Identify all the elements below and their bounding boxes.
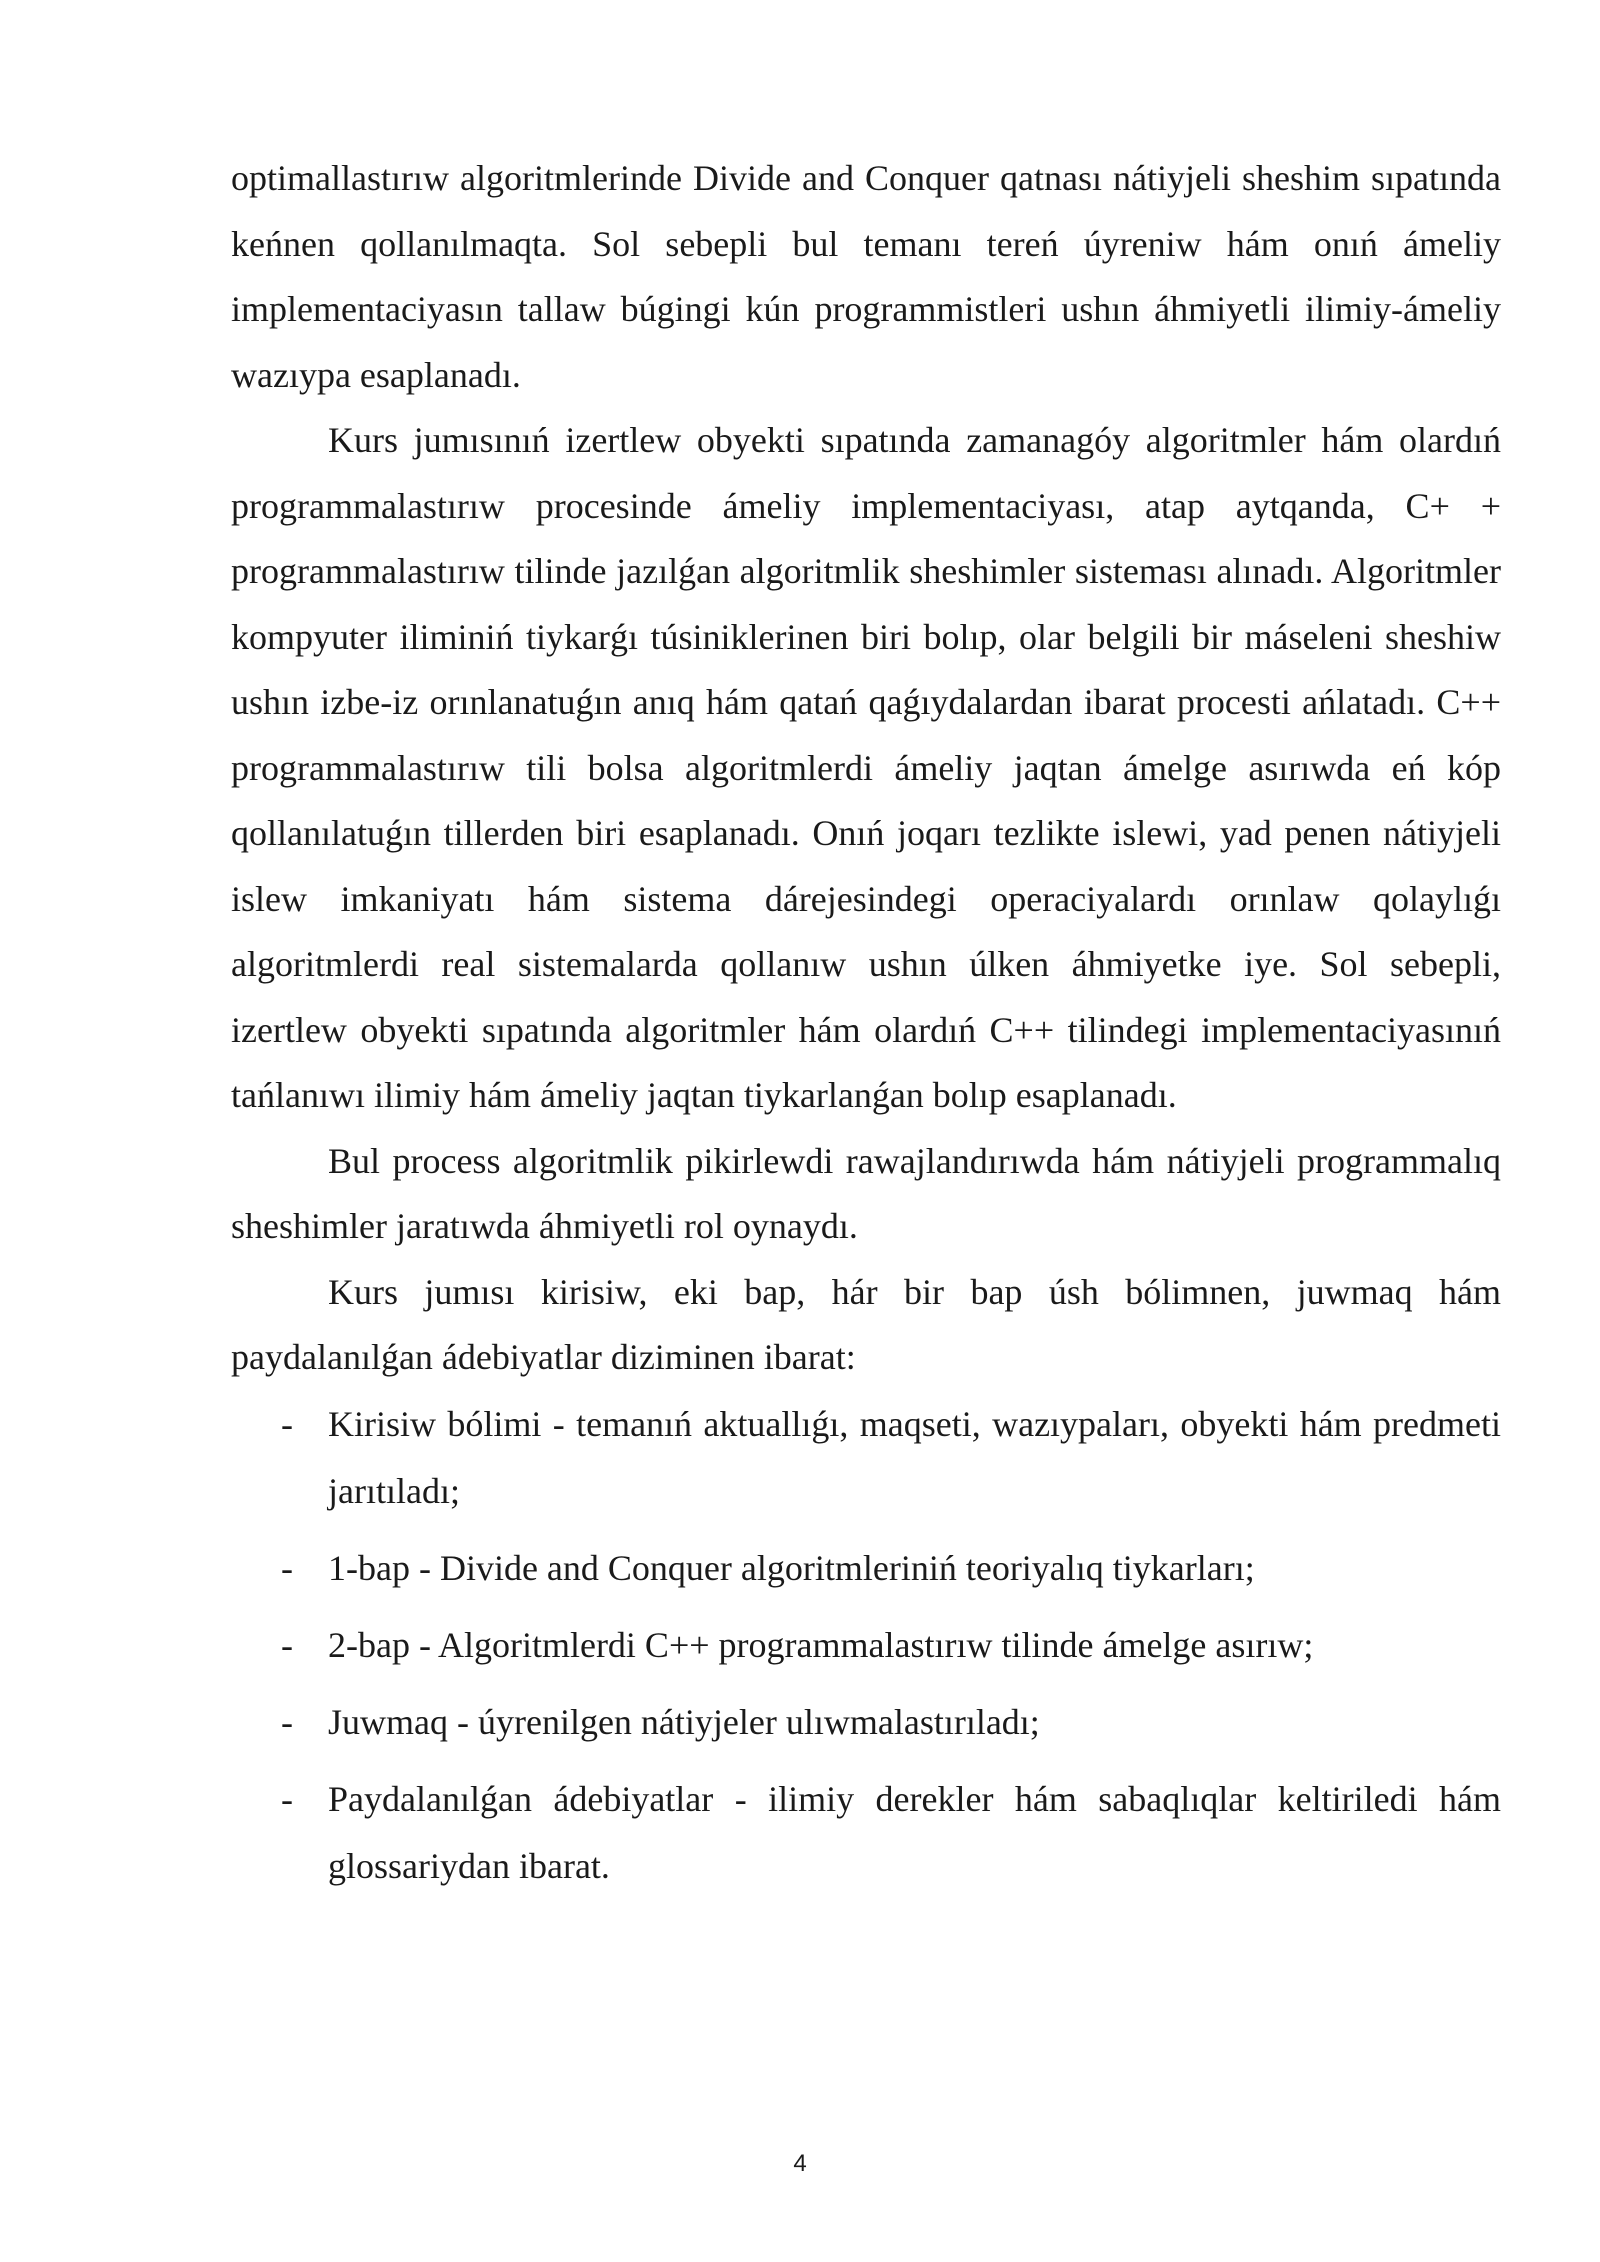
bullet-dash: -: [281, 1778, 293, 1819]
list-item: [231, 1689, 1501, 1756]
list-item-text: Kirisiw bólimi - temanıń aktuallıǵı, maqseti, wazıypaları, obyekti hám predmeti jarıtıladı;: [328, 1403, 1501, 1511]
list-item-text: Paydalanılǵan ádebiyatlar - ilimiy derekler hám sabaqlıqlar keltiriledi hám glossariydan ibarat.: [328, 1778, 1501, 1886]
paragraph-process-role: Bul process algoritmlik pikirlewdi rawajlandırıwda hám nátiyjeli programmalıq sheshimler jaratıwda áhmiyetli rol oynaydı.: [231, 1140, 1501, 1246]
paragraph-structure-intro: Kurs jumısı kirisiw, eki bap, hár bir bap úsh bólimnen, juwmaq hám paydalanılǵan ádebiyatlar diziminen ibarat:: [231, 1271, 1501, 1377]
page-number: 4: [793, 2150, 807, 2177]
structure-list: [231, 1391, 1501, 1900]
list-item-text: Juwmaq - úyrenilgen nátiyjeler ulıwmalastırıladı;: [328, 1701, 1040, 1742]
bullet-dash: -: [281, 1624, 293, 1665]
list-item: [231, 1612, 1501, 1679]
paragraph-continuation: optimallastırıw algoritmlerinde Divide and Conquer qatnası nátiyjeli sheshim sıpatında keńnen qollanılmaqta. Sol sebepli bul temanı tereń úyreniw hám onıń ámeliy implementaciyasın tallaw búgingi kún programmistleri ushın áhmiyetli ilimiy-ámeliy wazıypa esaplanadı.: [231, 158, 1501, 395]
list-item: [231, 1535, 1501, 1602]
list-item-text: 1-bap - Divide and Conquer algoritmleriniń teoriyalıq tiykarları;: [328, 1547, 1255, 1588]
paragraph-research-object: Kurs jumısınıń izertlew obyekti sıpatında zamanagóy algoritmler hám olardıń programmalastırıw procesinde ámeliy implementaciyası, atap aytqanda, C+ + programmalastırıw tilinde jazılǵan algoritmlik sheshimler sisteması alınadı. Algoritmler kompyuter iliminiń tiykarǵı túsiniklerinen biri bolıp, olar belgili bir máseleni sheshiw ushın izbe-iz orınlanatuǵın anıq hám qatań qaǵıydalardan ibarat procesti ańlatadı. C++ programmalastırıw tili bolsa algoritmlerdi ámeliy jaqtan ámelge asırıwda eń kóp qollanılatuǵın tillerden biri esaplanadı. Onıń joqarı tezlikte islewi, yad penen nátiyjeli islew imkaniyatı hám sistema dárejesindegi operaciyalardı orınlaw qolaylıǵı algoritmlerdi real sistemalarda qollanıw ushın úlken áhmiyetke iye. Sol sebepli, izertlew obyekti sıpatında algoritmler hám olardıń C++ tilindegi implementaciyasınıń tańlanıwı ilimiy hám ámeliy jaqtan tiykarlanǵan bolıp esaplanadı.: [231, 420, 1501, 1115]
list-item: [231, 1391, 1501, 1525]
bullet-dash: -: [281, 1547, 293, 1588]
page-body: [231, 146, 1501, 1900]
list-item-text: 2-bap - Algoritmlerdi C++ programmalastırıw tilinde ámelge asırıw;: [328, 1624, 1314, 1665]
bullet-dash: -: [281, 1403, 293, 1444]
list-item: [231, 1766, 1501, 1900]
bullet-dash: -: [281, 1701, 293, 1742]
